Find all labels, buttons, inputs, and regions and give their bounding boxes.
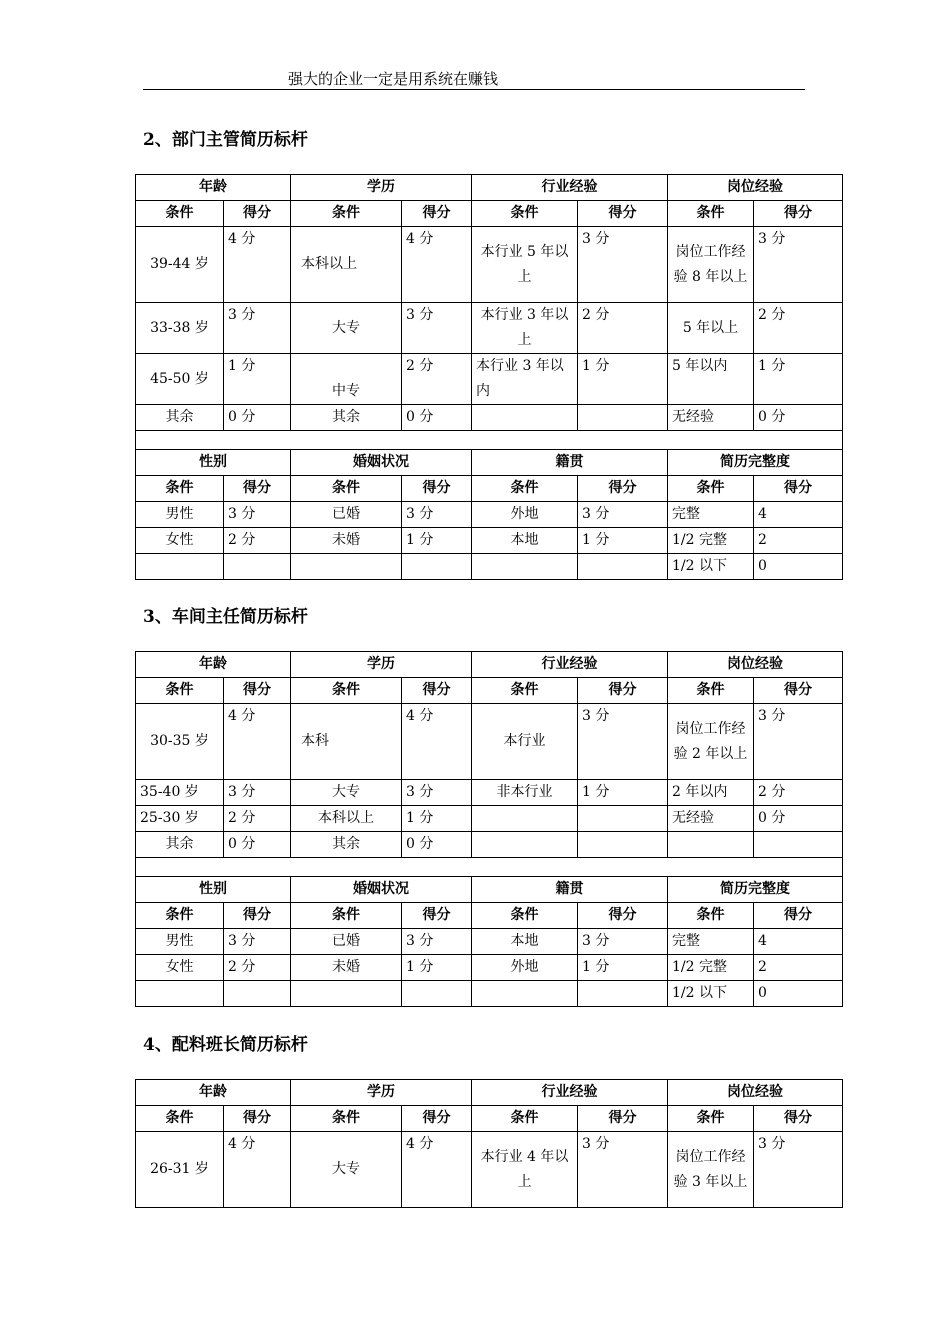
- cell: 其余: [136, 832, 224, 858]
- cell: 男性: [136, 929, 224, 955]
- header-education: 学历: [291, 175, 472, 201]
- benchmark-table-dept-supervisor: [135, 174, 843, 580]
- cell: [291, 554, 402, 580]
- cell: [136, 981, 224, 1007]
- cell: 3 分: [578, 1132, 668, 1208]
- col-condition: 条件: [136, 476, 224, 502]
- cell: [472, 981, 578, 1007]
- table-row: [136, 528, 843, 554]
- col-condition: 条件: [472, 1106, 578, 1132]
- cell: [472, 806, 578, 832]
- header-gender: 性别: [136, 450, 291, 476]
- cell: 2 分: [754, 303, 843, 354]
- benchmark-table-batching-leader: [135, 1079, 843, 1208]
- col-score: 得分: [224, 1106, 291, 1132]
- table-row: [136, 354, 843, 405]
- cell: 岗位工作经验 3 年以上: [668, 1132, 754, 1208]
- table-row: [136, 704, 843, 780]
- col-score: 得分: [578, 476, 668, 502]
- table-row: [136, 780, 843, 806]
- cell: 中专: [291, 354, 402, 405]
- cell: 0: [754, 554, 843, 580]
- spacer-row: [136, 431, 843, 450]
- cell: [472, 554, 578, 580]
- cell: [578, 554, 668, 580]
- section-title-workshop-director: 3、车间主任简历标杆: [143, 607, 308, 627]
- cell: 本行业 5 年以上: [472, 227, 578, 303]
- col-score: 得分: [578, 1106, 668, 1132]
- cell: 3 分: [754, 227, 843, 303]
- cell: 4 分: [224, 227, 291, 303]
- col-score: 得分: [754, 903, 843, 929]
- cell: 3 分: [224, 303, 291, 354]
- col-condition: 条件: [136, 678, 224, 704]
- table-row: [136, 227, 843, 303]
- cell: 1 分: [578, 528, 668, 554]
- col-score: 得分: [578, 678, 668, 704]
- cell: 2: [754, 955, 843, 981]
- cell: 0: [754, 981, 843, 1007]
- cell: 4 分: [402, 1132, 472, 1208]
- cell: 非本行业: [472, 780, 578, 806]
- col-score: 得分: [224, 678, 291, 704]
- cell: [578, 832, 668, 858]
- col-condition: 条件: [291, 476, 402, 502]
- cell: [578, 405, 668, 431]
- col-score: 得分: [224, 201, 291, 227]
- cell: 0 分: [754, 405, 843, 431]
- cell: 大专: [291, 780, 402, 806]
- col-condition: 条件: [291, 1106, 402, 1132]
- cell: 1/2 完整: [668, 528, 754, 554]
- header-completeness: 简历完整度: [668, 450, 843, 476]
- cell: [668, 832, 754, 858]
- cell: 已婚: [291, 502, 402, 528]
- cell: 本科: [291, 704, 402, 780]
- cell: 1/2 以下: [668, 981, 754, 1007]
- cell: 0 分: [402, 832, 472, 858]
- header-gender: 性别: [136, 877, 291, 903]
- cell: 岗位工作经验 8 年以上: [668, 227, 754, 303]
- cell: 本行业 3 年以内: [472, 354, 578, 405]
- cell: [578, 806, 668, 832]
- cell: 45-50 岁: [136, 354, 224, 405]
- cell: [472, 832, 578, 858]
- cell: 完整: [668, 502, 754, 528]
- cell: 本地: [472, 929, 578, 955]
- cell: 1/2 以下: [668, 554, 754, 580]
- cell: 4: [754, 929, 843, 955]
- cell: 3 分: [224, 929, 291, 955]
- col-score: 得分: [224, 476, 291, 502]
- cell: 3 分: [578, 929, 668, 955]
- cell: 1 分: [402, 955, 472, 981]
- cell: 5 年以内: [668, 354, 754, 405]
- table-row: [136, 929, 843, 955]
- cell: 39-44 岁: [136, 227, 224, 303]
- cell: 4 分: [402, 227, 472, 303]
- cell: [224, 981, 291, 1007]
- cell: 0 分: [224, 832, 291, 858]
- cell: 2 分: [578, 303, 668, 354]
- cell: 本行业 3 年以上: [472, 303, 578, 354]
- header-industry-exp: 行业经验: [472, 652, 668, 678]
- header-origin: 籍贯: [472, 450, 668, 476]
- cell: 1 分: [578, 955, 668, 981]
- col-condition: 条件: [291, 903, 402, 929]
- col-score: 得分: [754, 201, 843, 227]
- cell: 0 分: [754, 806, 843, 832]
- page-header: [143, 64, 805, 90]
- cell: 本科以上: [291, 806, 402, 832]
- cell: 完整: [668, 929, 754, 955]
- cell: 1 分: [578, 780, 668, 806]
- header-origin: 籍贯: [472, 877, 668, 903]
- cell: 3 分: [578, 502, 668, 528]
- col-score: 得分: [402, 1106, 472, 1132]
- col-score: 得分: [402, 903, 472, 929]
- col-score: 得分: [754, 1106, 843, 1132]
- cell: 未婚: [291, 955, 402, 981]
- cell: 2 分: [754, 780, 843, 806]
- cell: 大专: [291, 1132, 402, 1208]
- table-row: [136, 1132, 843, 1208]
- cell: 4 分: [224, 704, 291, 780]
- header-industry-exp: 行业经验: [472, 1080, 668, 1106]
- cell: 26-31 岁: [136, 1132, 224, 1208]
- col-condition: 条件: [668, 476, 754, 502]
- header-marital: 婚姻状况: [291, 877, 472, 903]
- header-education: 学历: [291, 652, 472, 678]
- cell: 2 分: [402, 354, 472, 405]
- header-completeness: 简历完整度: [668, 877, 843, 903]
- header-position-exp: 岗位经验: [668, 175, 843, 201]
- cell: 3 分: [402, 780, 472, 806]
- cell: 25-30 岁: [136, 806, 224, 832]
- cell: 3 分: [224, 780, 291, 806]
- col-condition: 条件: [668, 1106, 754, 1132]
- col-condition: 条件: [291, 678, 402, 704]
- cell: 0 分: [402, 405, 472, 431]
- cell: 5 年以上: [668, 303, 754, 354]
- table-row: [136, 832, 843, 858]
- col-condition: 条件: [472, 678, 578, 704]
- col-condition: 条件: [668, 678, 754, 704]
- cell: 1 分: [754, 354, 843, 405]
- cell: 1 分: [402, 806, 472, 832]
- cell: [224, 554, 291, 580]
- cell: 4 分: [224, 1132, 291, 1208]
- header-industry-exp: 行业经验: [472, 175, 668, 201]
- col-score: 得分: [402, 201, 472, 227]
- col-condition: 条件: [136, 903, 224, 929]
- header-position-exp: 岗位经验: [668, 652, 843, 678]
- header-age: 年龄: [136, 175, 291, 201]
- header-position-exp: 岗位经验: [668, 1080, 843, 1106]
- cell: [402, 981, 472, 1007]
- cell: 3 分: [402, 502, 472, 528]
- cell: 男性: [136, 502, 224, 528]
- cell: 无经验: [668, 806, 754, 832]
- header-marital: 婚姻状况: [291, 450, 472, 476]
- col-condition: 条件: [291, 201, 402, 227]
- cell: 3 分: [754, 1132, 843, 1208]
- table-row: [136, 303, 843, 354]
- col-score: 得分: [224, 903, 291, 929]
- col-score: 得分: [402, 476, 472, 502]
- cell: [136, 554, 224, 580]
- cell: 女性: [136, 955, 224, 981]
- cell: 未婚: [291, 528, 402, 554]
- cell: [291, 981, 402, 1007]
- table-row: [136, 502, 843, 528]
- benchmark-table-workshop-director: [135, 651, 843, 1007]
- col-score: 得分: [754, 476, 843, 502]
- cell: [402, 554, 472, 580]
- header-slogan: 强大的企业一定是用系统在赚钱: [288, 70, 499, 88]
- col-condition: 条件: [136, 1106, 224, 1132]
- spacer-row: [136, 858, 843, 877]
- cell: 大专: [291, 303, 402, 354]
- cell: 已婚: [291, 929, 402, 955]
- cell: 33-38 岁: [136, 303, 224, 354]
- header-age: 年龄: [136, 1080, 291, 1106]
- col-condition: 条件: [472, 201, 578, 227]
- table-row: [136, 806, 843, 832]
- cell: 0 分: [224, 405, 291, 431]
- cell: 35-40 岁: [136, 780, 224, 806]
- section-title-batching-leader: 4、配料班长简历标杆: [143, 1035, 308, 1055]
- cell: 3 分: [224, 502, 291, 528]
- cell: 3 分: [402, 929, 472, 955]
- header-education: 学历: [291, 1080, 472, 1106]
- cell: 岗位工作经验 2 年以上: [668, 704, 754, 780]
- cell: 外地: [472, 955, 578, 981]
- cell: 3 分: [578, 704, 668, 780]
- cell: 本行业: [472, 704, 578, 780]
- cell: 其余: [291, 832, 402, 858]
- col-score: 得分: [754, 678, 843, 704]
- cell: 2 分: [224, 806, 291, 832]
- col-condition: 条件: [668, 903, 754, 929]
- cell: 4: [754, 502, 843, 528]
- cell: [472, 405, 578, 431]
- cell: 1 分: [578, 354, 668, 405]
- cell: 3 分: [754, 704, 843, 780]
- cell: 2 年以内: [668, 780, 754, 806]
- table-row: [136, 981, 843, 1007]
- cell: 2 分: [224, 528, 291, 554]
- table-row: [136, 554, 843, 580]
- col-score: 得分: [402, 678, 472, 704]
- cell: 1/2 完整: [668, 955, 754, 981]
- cell: 30-35 岁: [136, 704, 224, 780]
- col-condition: 条件: [668, 201, 754, 227]
- cell: [754, 832, 843, 858]
- cell: 3 分: [578, 227, 668, 303]
- col-condition: 条件: [472, 476, 578, 502]
- cell: 其余: [291, 405, 402, 431]
- header-age: 年龄: [136, 652, 291, 678]
- col-condition: 条件: [472, 903, 578, 929]
- col-condition: 条件: [136, 201, 224, 227]
- cell: 其余: [136, 405, 224, 431]
- cell: 本行业 4 年以上: [472, 1132, 578, 1208]
- cell: 女性: [136, 528, 224, 554]
- cell: 本科以上: [291, 227, 402, 303]
- table-row: [136, 955, 843, 981]
- cell: [578, 981, 668, 1007]
- table-row: [136, 405, 843, 431]
- col-score: 得分: [578, 201, 668, 227]
- cell: 2: [754, 528, 843, 554]
- cell: 1 分: [224, 354, 291, 405]
- cell: 3 分: [402, 303, 472, 354]
- cell: 1 分: [402, 528, 472, 554]
- cell: 外地: [472, 502, 578, 528]
- cell: 4 分: [402, 704, 472, 780]
- cell: 本地: [472, 528, 578, 554]
- col-score: 得分: [578, 903, 668, 929]
- cell: 2 分: [224, 955, 291, 981]
- cell: 无经验: [668, 405, 754, 431]
- section-title-dept-supervisor: 2、部门主管简历标杆: [143, 130, 308, 150]
